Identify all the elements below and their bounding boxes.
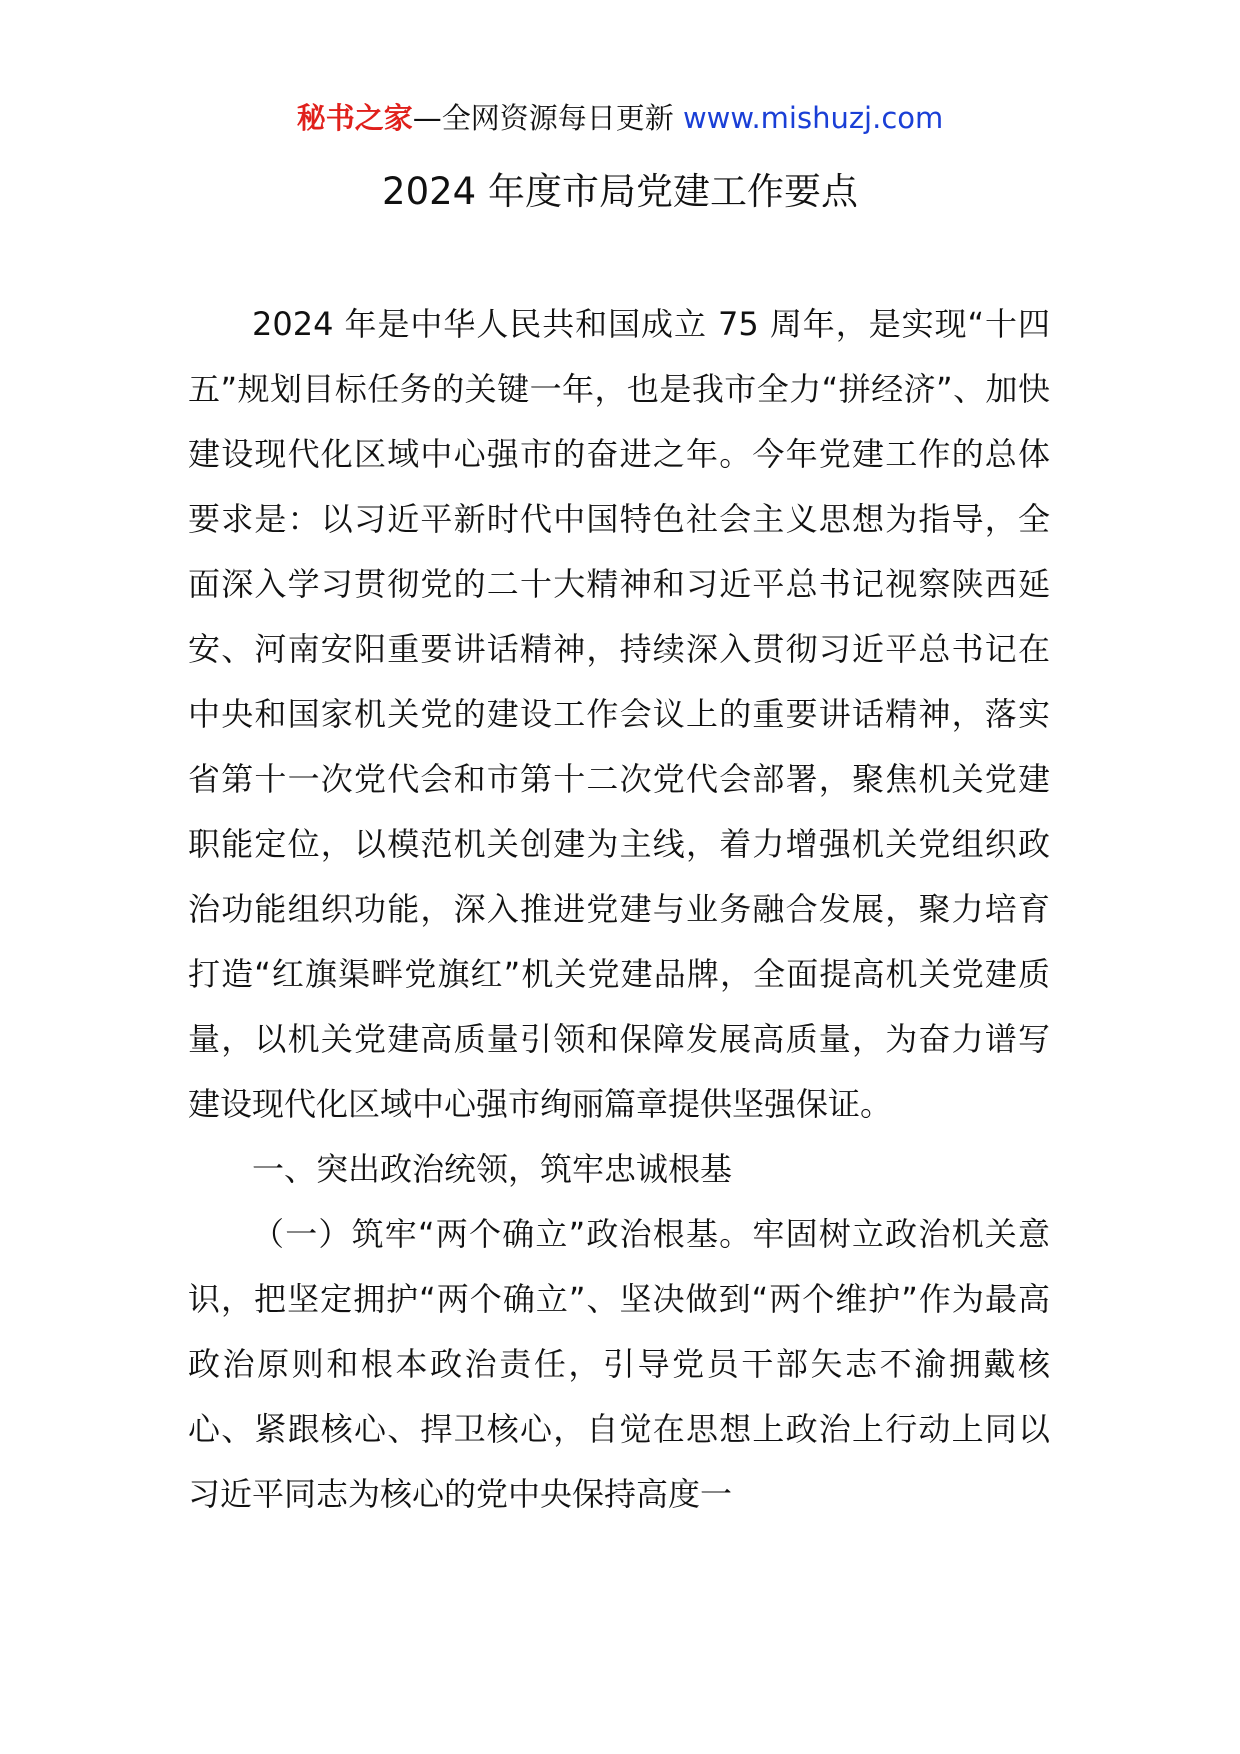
brand-name: 秘书之家 (296, 101, 413, 135)
site-url-link[interactable]: www.mishuzj.com (682, 101, 944, 135)
section-heading: 一、突出政治统领，筑牢忠诚根基 (252, 1150, 733, 1188)
section-paragraph: （一）筑牢“两个确立”政治根基。牢固树立政治机关意识，把坚定拥护“两个确立”、坚决做到“两个维护”作为最高政治原则和根本政治责任，引导党员干部矢志不渝拥戴核心、紧跟核心、捍卫核心，自觉在思想上政治上行动上同以习近平同志为核心的党中央保持高度一 (188, 1215, 1050, 1513)
document-body (188, 292, 1050, 1527)
banner-tagline: —全网资源每日更新 (412, 101, 674, 135)
site-banner (0, 98, 1240, 138)
document-title: 2024 年度市局党建工作要点 (382, 170, 858, 213)
intro-paragraph: 2024 年是中华人民共和国成立 75 周年，是实现“十四五”规划目标任务的关键一年，也是我市全力“拼经济”、加快建设现代化区域中心强市的奋进之年。今年党建工作的总体要求是：以习近平新时代中国特色社会主义思想为指导，全面深入学习贯彻党的二十大精神和习近平总书记视察陕西延安、河南安阳重要讲话精神，持续深入贯彻习近平总书记在中央和国家机关党的建设工作会议上的重要讲话精神，落实省第十一次党代会和市第十二次党代会部署，聚焦机关党建职能定位，以模范机关创建为主线，着力增强机关党组织政治功能组织功能，深入推进党建与业务融合发展，聚力培育打造“红旗渠畔党旗红”机关党建品牌，全面提高机关党建质量，以机关党建高质量引领和保障发展高质量，为奋力谱写建设现代化区域中心强市绚丽篇章提供坚强保证。 (188, 305, 1050, 1123)
